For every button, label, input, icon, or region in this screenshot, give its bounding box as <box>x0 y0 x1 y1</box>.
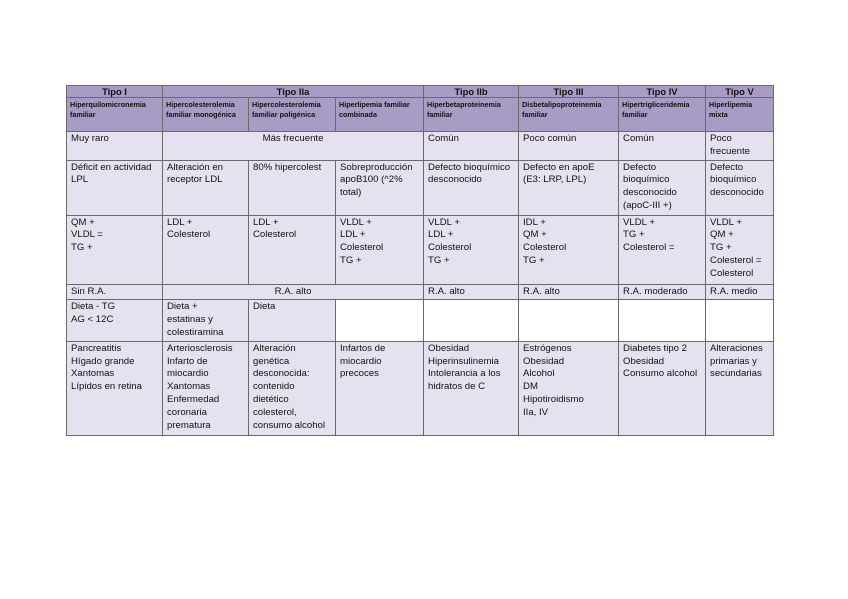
defect-cell: Sobreproducción apoB100 (^2% total) <box>336 160 424 215</box>
risk-row <box>67 284 774 300</box>
empty-cell <box>336 300 424 341</box>
subtype-cell: Hipercolesterolemia familiar poligénica <box>249 98 336 132</box>
type-header: Tipo IV <box>619 86 706 98</box>
frequency-cell: Poco frecuente <box>706 132 774 161</box>
risk-cell: Sin R.A. <box>67 284 163 300</box>
risk-cell: R.A. alto <box>424 284 519 300</box>
treatment-cell: Dieta <box>249 300 336 341</box>
empty-cell <box>424 300 519 341</box>
empty-cell <box>706 300 774 341</box>
clinical-cell: Infartos de miocardio precoces <box>336 341 424 435</box>
lipid-profile-cell: VLDL + LDL + Colesterol TG + <box>424 215 519 284</box>
clinical-cell: Alteración genética desconocida: contenido dietético colesterol, consumo alcohol <box>249 341 336 435</box>
clinical-cell: Pancreatitis Hígado grande Xantomas Lípidos en retina <box>67 341 163 435</box>
clinical-cell: Obesidad Hiperinsulinemia Intolerancia a los hidratos de C <box>424 341 519 435</box>
defect-cell: Defecto bioquímico desconocido <box>424 160 519 215</box>
risk-cell: R.A. alto <box>519 284 619 300</box>
lipid-profile-cell: VLDL + QM + TG + Colesterol = Colesterol <box>706 215 774 284</box>
defect-cell: Defecto en apoE (E3: LRP, LPL) <box>519 160 619 215</box>
frequency-cell: Común <box>424 132 519 161</box>
risk-cell: R.A. medio <box>706 284 774 300</box>
lipid-profile-cell: VLDL + LDL + Colesterol TG + <box>336 215 424 284</box>
frequency-row <box>67 132 774 161</box>
clinical-cell: Estrógenos Obesidad Alcohol DM Hipotiroidismo IIa, IV <box>519 341 619 435</box>
treatment-cell: Dieta - TG AG < 12C <box>67 300 163 341</box>
defect-cell: 80% hipercolest <box>249 160 336 215</box>
empty-cell <box>619 300 706 341</box>
type-header: Tipo IIa <box>163 86 424 98</box>
clinical-cell: Arteriosclerosis Infarto de miocardio Xantomas Enfermedad coronaria prematura <box>163 341 249 435</box>
type-header: Tipo V <box>706 86 774 98</box>
frequency-cell: Común <box>619 132 706 161</box>
subtype-cell: Hiperlipemia familiar combinada <box>336 98 424 132</box>
type-header: Tipo III <box>519 86 619 98</box>
lipid-profile-cell: LDL + Colesterol <box>163 215 249 284</box>
subtype-cell: Disbetalipoproteinemia familiar <box>519 98 619 132</box>
type-header: Tipo IIb <box>424 86 519 98</box>
lipid-profile-cell: QM + VLDL = TG + <box>67 215 163 284</box>
clinical-row <box>67 341 774 435</box>
risk-cell: R.A. alto <box>163 284 424 300</box>
frequency-cell: Muy raro <box>67 132 163 161</box>
lipid-profile-cell: LDL + Colesterol <box>249 215 336 284</box>
defect-cell: Defecto bioquímico desconocido <box>706 160 774 215</box>
frequency-cell: Poco común <box>519 132 619 161</box>
defect-cell: Defecto bioquímico desconocido (apoC-III +) <box>619 160 706 215</box>
subtype-row <box>67 98 774 132</box>
treatment-cell: Dieta + estatinas y colestiramina <box>163 300 249 341</box>
defect-cell: Alteración en receptor LDL <box>163 160 249 215</box>
lipid-profile-row <box>67 215 774 284</box>
type-header: Tipo I <box>67 86 163 98</box>
frequency-cell: Más frecuente <box>163 132 424 161</box>
treatment-row <box>67 300 774 341</box>
defect-row <box>67 160 774 215</box>
empty-cell <box>519 300 619 341</box>
lipid-profile-cell: VLDL + TG + Colesterol = <box>619 215 706 284</box>
type-header-row <box>67 86 774 98</box>
lipid-profile-cell: IDL + QM + Colesterol TG + <box>519 215 619 284</box>
clinical-cell: Alteraciones primarias y secundarias <box>706 341 774 435</box>
clinical-cell: Diabetes tipo 2 Obesidad Consumo alcohol <box>619 341 706 435</box>
subtype-cell: Hipertrigliceridemia familiar <box>619 98 706 132</box>
subtype-cell: Hiperquilomicronemia familiar <box>67 98 163 132</box>
subtype-cell: Hiperlipemia mixta <box>706 98 774 132</box>
defect-cell: Déficit en actividad LPL <box>67 160 163 215</box>
subtype-cell: Hipercolesterolemia familiar monogénica <box>163 98 249 132</box>
subtype-cell: Hiperbetaproteinemia familiar <box>424 98 519 132</box>
lipoprotein-classification-table <box>66 85 774 436</box>
risk-cell: R.A. moderado <box>619 284 706 300</box>
